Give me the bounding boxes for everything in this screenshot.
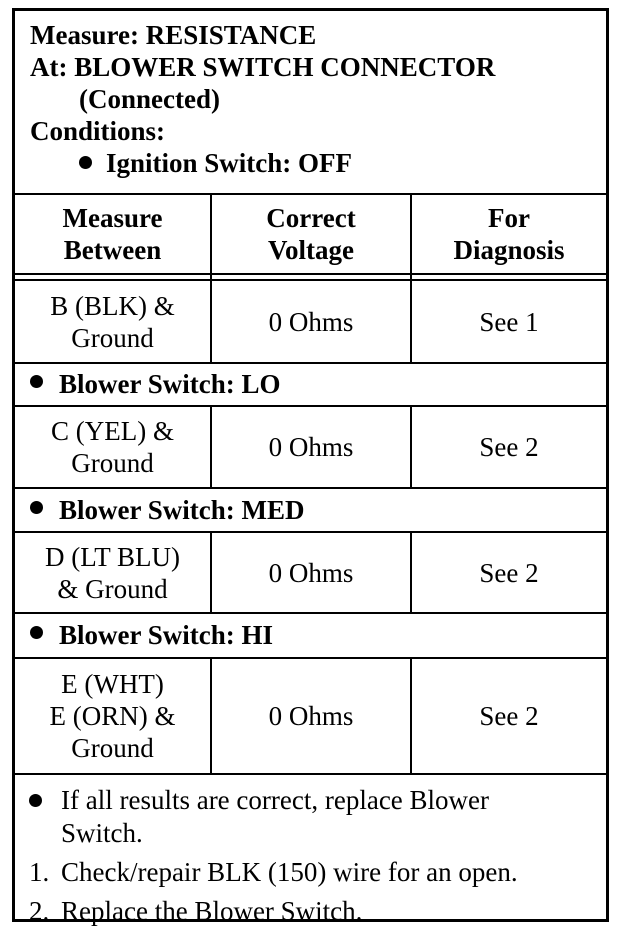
condition-item [30, 147, 592, 179]
condition-row [15, 614, 606, 657]
table-row-value: 0 Ohms [268, 306, 354, 337]
condition-text: Blower Switch: LO [59, 369, 281, 399]
note-2 [29, 895, 596, 928]
location-note: (Connected) [79, 84, 220, 114]
cell-text: Ground [71, 448, 154, 478]
table-row-value: 0 Ohms [268, 701, 354, 731]
table-row-diagnosis: See 2 [479, 432, 539, 462]
table-row-value: 0 Ohms [268, 432, 354, 462]
table-row-diagnosis: See 2 [479, 557, 539, 588]
measure-title: Measure: RESISTANCE [30, 20, 317, 50]
note-text-continued: Switch. [61, 818, 143, 848]
condition-row [15, 489, 606, 531]
condition-text: Ignition Switch: OFF [106, 148, 353, 178]
header-text: Diagnosis [453, 235, 565, 265]
column-header-measure-between [15, 195, 210, 273]
cell-text: C (YEL) & [51, 416, 174, 446]
note-text: Replace the Blower Switch. [61, 896, 363, 926]
cell-text: Ground [71, 733, 154, 763]
condition-row [15, 364, 606, 405]
table-row-diagnosis: See 1 [479, 306, 539, 337]
bullet-icon [30, 375, 43, 388]
cell-text: & Ground [57, 573, 168, 604]
column-header-for-diagnosis [412, 195, 606, 273]
bullet-marker [29, 784, 61, 817]
bullet-icon [30, 501, 43, 514]
table-row-diagnosis: See 2 [479, 701, 539, 731]
column-header-correct-voltage [212, 195, 410, 273]
bullet-icon [79, 156, 92, 169]
note-number: 1. [29, 857, 50, 887]
condition-text: Blower Switch: HI [59, 620, 273, 650]
table-row-measure-between [15, 659, 210, 773]
cell-text: B (BLK) & [50, 290, 175, 321]
table-row-value: 0 Ohms [268, 557, 354, 588]
note-text: If all results are correct, replace Blower [61, 785, 490, 815]
conditions-label: Conditions: [30, 116, 166, 146]
test-procedure-table [12, 8, 609, 926]
note-bullet [29, 784, 596, 817]
header-text: Correct [266, 203, 356, 233]
table-row-measure-between [15, 533, 210, 612]
condition-text: Blower Switch: MED [59, 494, 305, 525]
header-text: Measure [62, 203, 163, 233]
table-row-measure-between [15, 407, 210, 487]
bullet-icon [30, 626, 43, 639]
cell-text: E (ORN) & [49, 701, 176, 731]
cell-text: E (WHT) [61, 669, 164, 699]
note-number: 2. [29, 896, 50, 926]
cell-text: Ground [71, 322, 154, 353]
header-text: Voltage [268, 235, 354, 265]
measure-location: At: BLOWER SWITCH CONNECTOR [30, 52, 496, 82]
note-text: Check/repair BLK (150) wire for an open. [61, 857, 518, 887]
cell-text: D (LT BLU) [45, 541, 180, 572]
header-text: Between [63, 235, 162, 265]
notes-section [15, 774, 606, 928]
procedure-header [15, 11, 606, 193]
divider [15, 273, 606, 275]
note-1 [29, 856, 596, 889]
table-row-measure-between [15, 281, 210, 362]
bullet-icon [29, 794, 42, 807]
header-text: For [488, 203, 530, 233]
